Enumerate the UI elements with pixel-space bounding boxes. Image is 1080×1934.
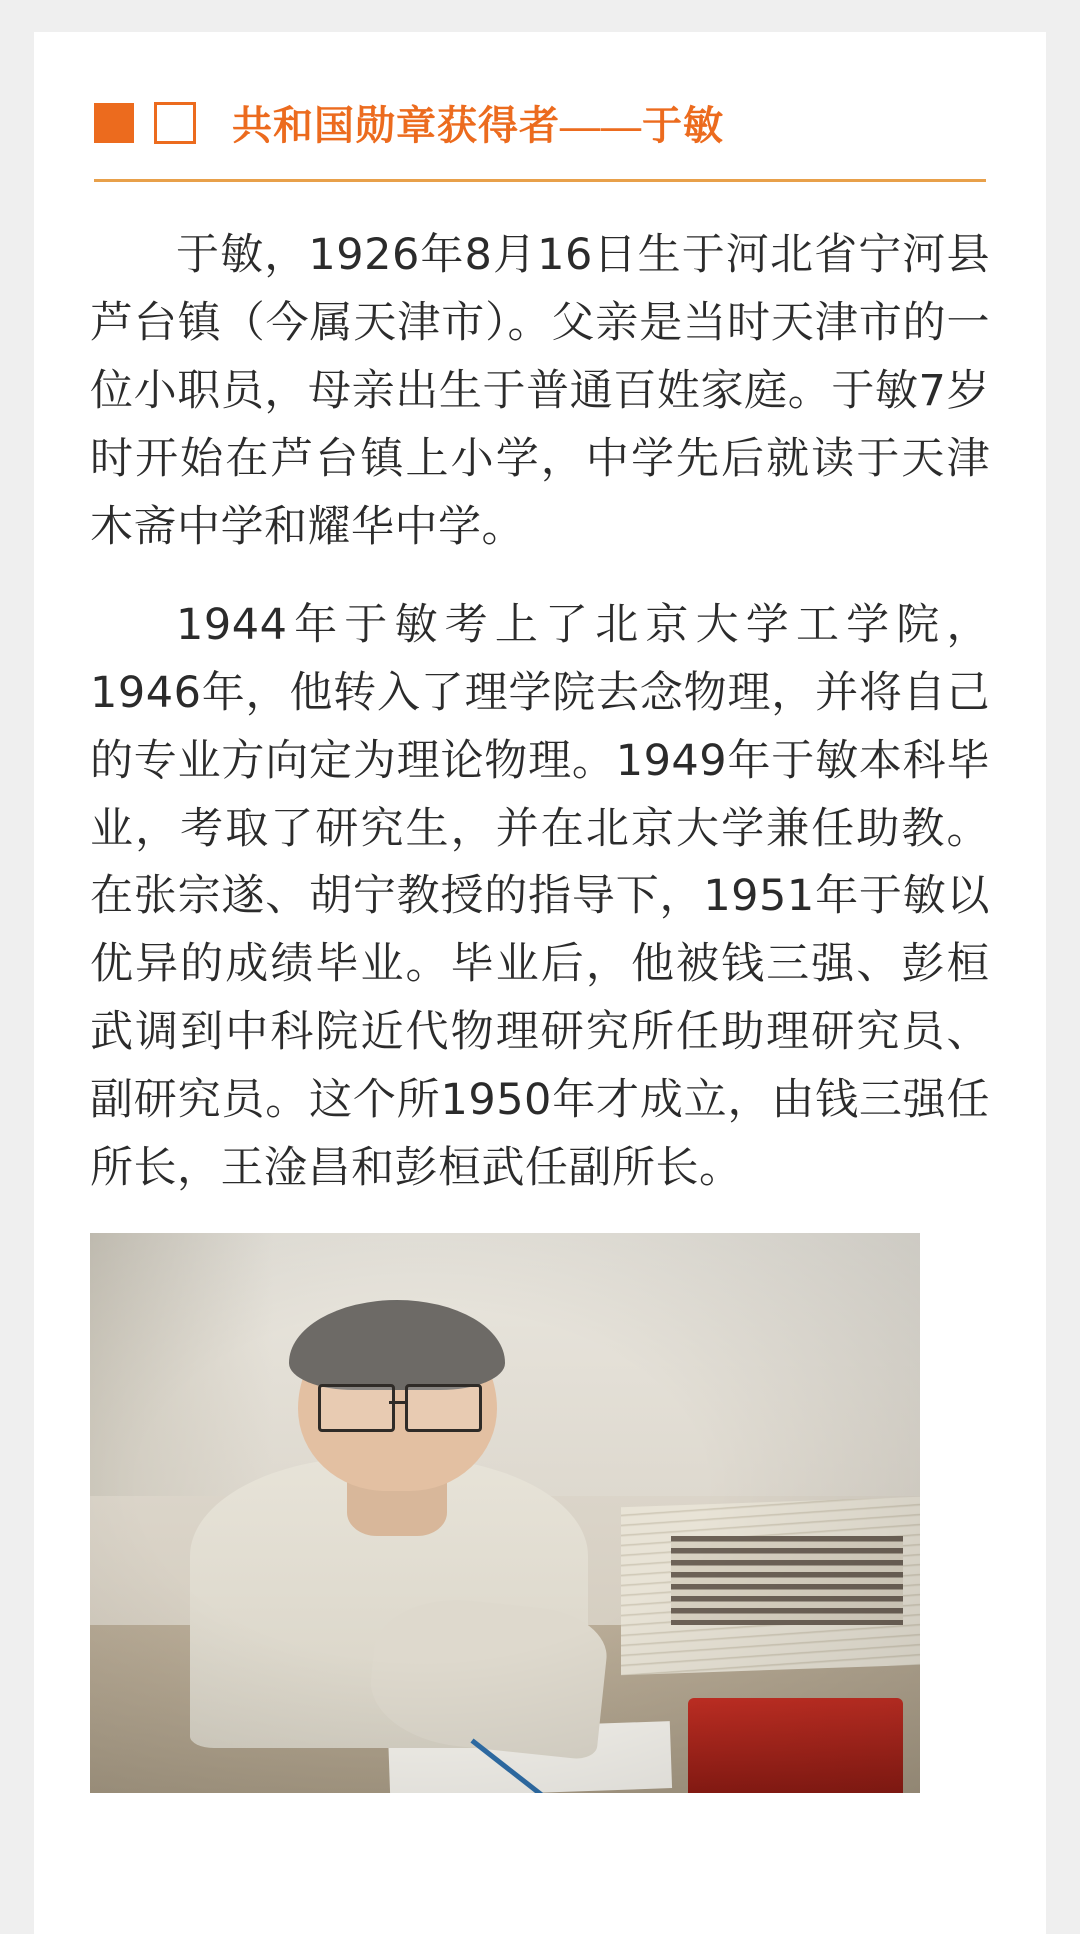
header-divider xyxy=(94,179,986,182)
page-title: 共和国勋章获得者——于敏 xyxy=(232,103,724,148)
paragraph-1: 于敏，1926年8月16日生于河北省宁河县芦台镇（今属天津市）。父亲是当时天津市的一位小职员，母亲出生于普通百姓家庭。于敏7岁时开始在芦台镇上小学，中学先后就读于天津木斋中学和耀华中学。 xyxy=(90,230,990,552)
outline-square-icon xyxy=(154,102,196,144)
paragraph-2: 1944年于敏考上了北京大学工学院，1946年，他转入了理学院去念物理，并将自己的专业方向定为理论物理。1949年于敏本科毕业，考取了研究生，并在北京大学兼任助教。在张宗遂、胡宁教授的指导下，1951年于敏以优异的成绩毕业。毕业后，他被钱三强、彭桓武调到中科院近代物理研究所任助理研究员、副研究员。这个所1950年才成立，由钱三强任所长，王淦昌和彭桓武任副所长。 xyxy=(90,599,990,1194)
photo-vignette xyxy=(90,1233,920,1793)
article-sheet xyxy=(34,32,1046,1934)
filled-square-icon xyxy=(94,103,134,143)
header-row xyxy=(94,94,986,151)
article-header xyxy=(34,32,1046,182)
article-photo xyxy=(90,1233,920,1793)
article-body xyxy=(34,222,1046,1203)
